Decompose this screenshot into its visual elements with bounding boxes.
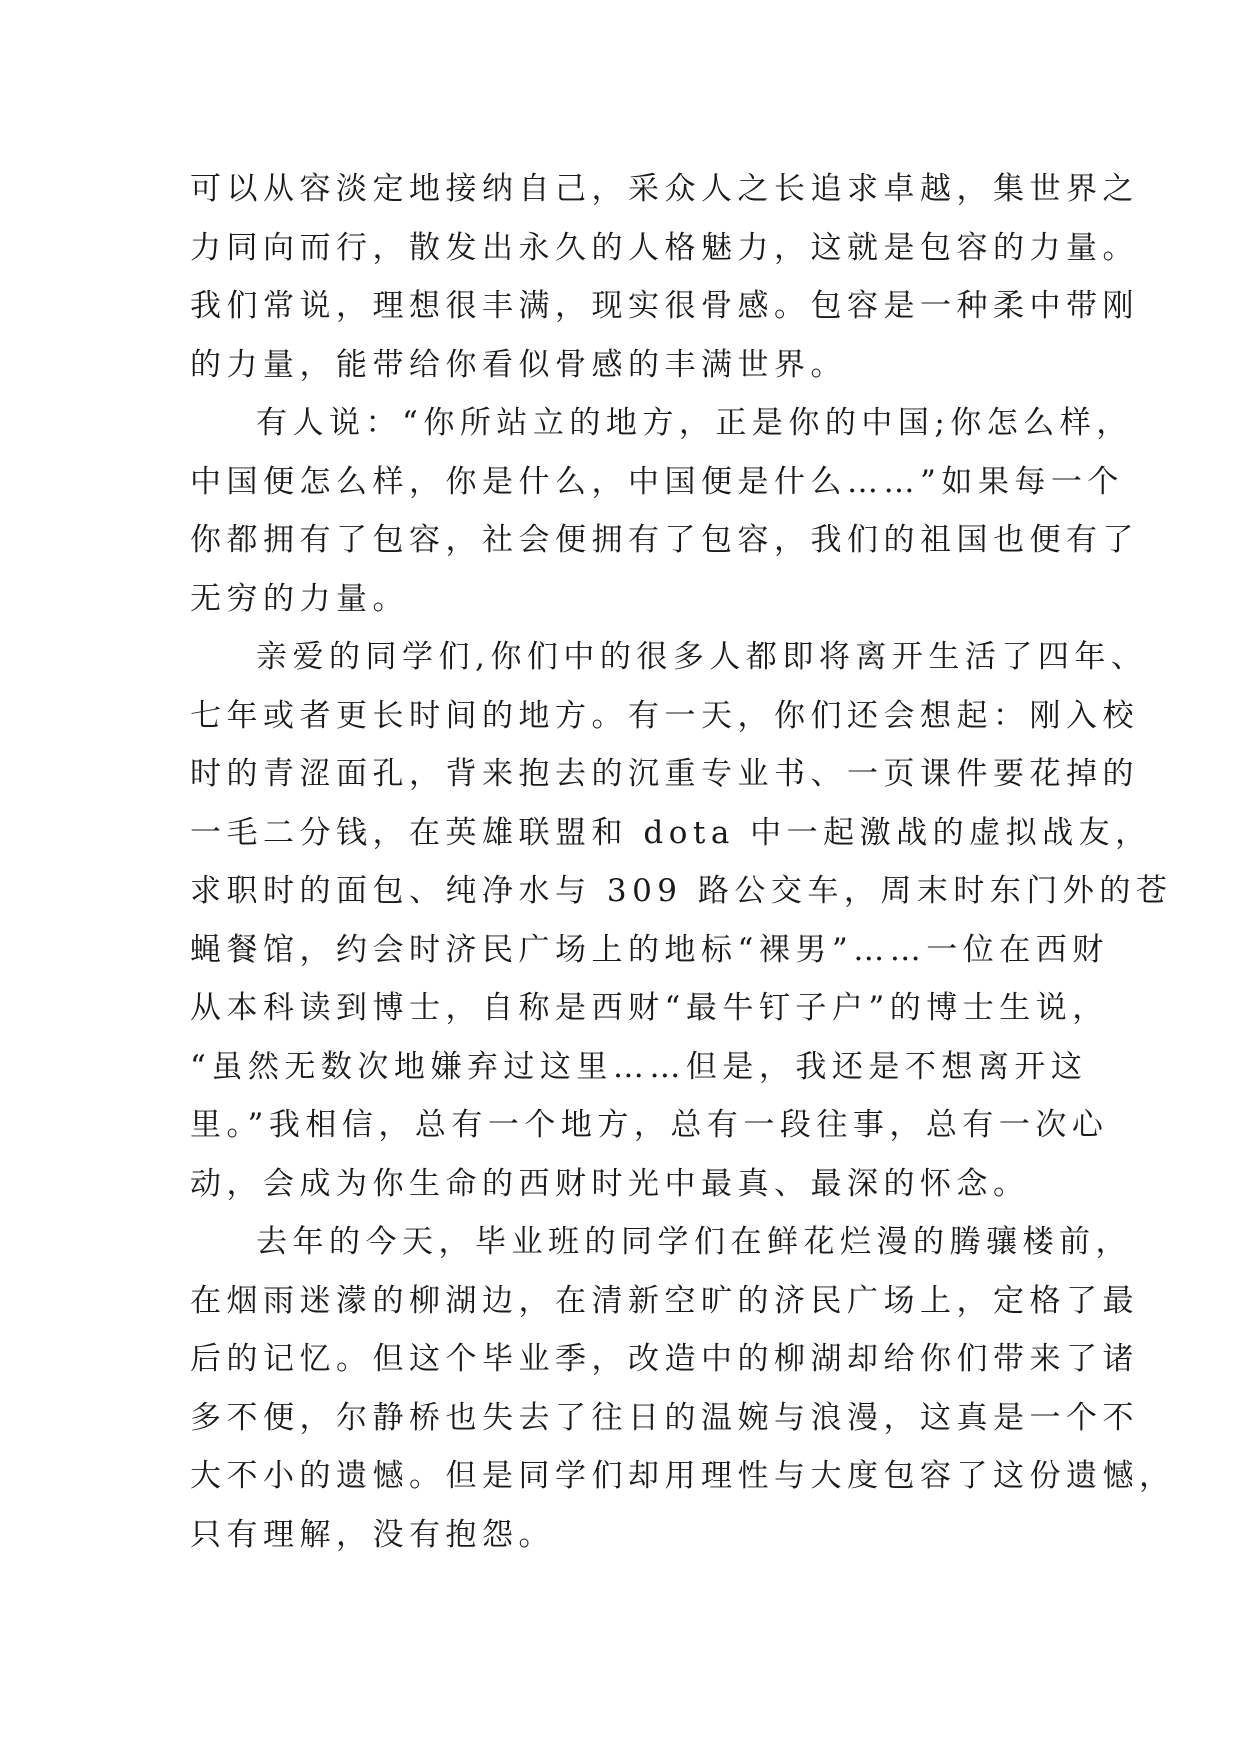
text-line: 时的青涩面孔，背来抱去的沉重专业书、一页课件要花掉的 xyxy=(190,756,1139,792)
text-line: 里。”我相信，总有一个地方，总有一段往事，总有一次心 xyxy=(190,1107,1109,1143)
text-line: “虽然无数次地嫌弃过这里……但是，我还是不想离开这 xyxy=(190,1048,1088,1085)
text-line: 可以从容淡定地接纳自己，采众人之长追求卓越，集世界之 xyxy=(190,171,1139,207)
text-line: 只有理解，没有抱怨。 xyxy=(190,1516,555,1553)
text-line: 你都拥有了包容，社会便拥有了包容，我们的祖国也便有了 xyxy=(190,522,1139,558)
text-line-first: 去年的今天，毕业班的同学们在鲜花烂漫的腾骧楼前， xyxy=(256,1224,1132,1260)
text-line: 后的记忆。但这个毕业季，改造中的柳湖却给你们带来了诸 xyxy=(190,1341,1139,1377)
paragraph-1 xyxy=(190,160,1139,394)
text-line: 无穷的力量。 xyxy=(190,580,409,617)
text-line: 多不便，尔静桥也失去了往日的温婉与浪漫，这真是一个不 xyxy=(190,1399,1139,1436)
paragraph-4 xyxy=(190,1213,1176,1564)
text-line: 一毛二分钱，在英雄联盟和 dota 中一起激战的虚拟战友， xyxy=(190,814,1152,851)
text-line: 中国便怎么样，你是什么，中国便是什么……”如果每一个 xyxy=(190,463,1124,500)
text-line: 大不小的遗憾。但是同学们却用理性与大度包容了这份遗憾， xyxy=(190,1458,1176,1494)
text-line: 力同向而行，散发出永久的人格魅力，这就是包容的力量。 xyxy=(190,229,1139,266)
text-line: 在烟雨迷濛的柳湖边，在清新空旷的济民广场上，定格了最 xyxy=(190,1282,1139,1319)
text-line: 的力量，能带给你看似骨感的丰满世界。 xyxy=(190,346,847,383)
body-text xyxy=(190,160,1176,1564)
text-line: 从本科读到博士，自称是西财“最牛钉子户”的博士生说， xyxy=(190,990,1109,1026)
paragraph-2 xyxy=(190,394,1139,628)
text-line: 七年或者更长时间的地方。有一天，你们还会想起：刚入校 xyxy=(190,697,1139,734)
text-line: 我们常说，理想很丰满，现实很骨感。包容是一种柔中带刚 xyxy=(190,288,1139,324)
text-line-first: 亲爱的同学们,你们中的很多人都即将离开生活了四年、 xyxy=(256,639,1148,675)
text-line: 蝇餐馆，约会时济民广场上的地标“裸男”……一位在西财 xyxy=(190,931,1109,968)
text-line: 动，会成为你生命的西财时光中最真、最深的怀念。 xyxy=(190,1165,1030,1202)
paragraph-3 xyxy=(190,628,1173,1213)
text-line: 求职时的面包、纯净水与 309 路公交车，周末时东门外的苍 xyxy=(190,873,1173,909)
text-line-first: 有人说：“你所站立的地方，正是你的中国;你怎么样， xyxy=(256,405,1133,441)
